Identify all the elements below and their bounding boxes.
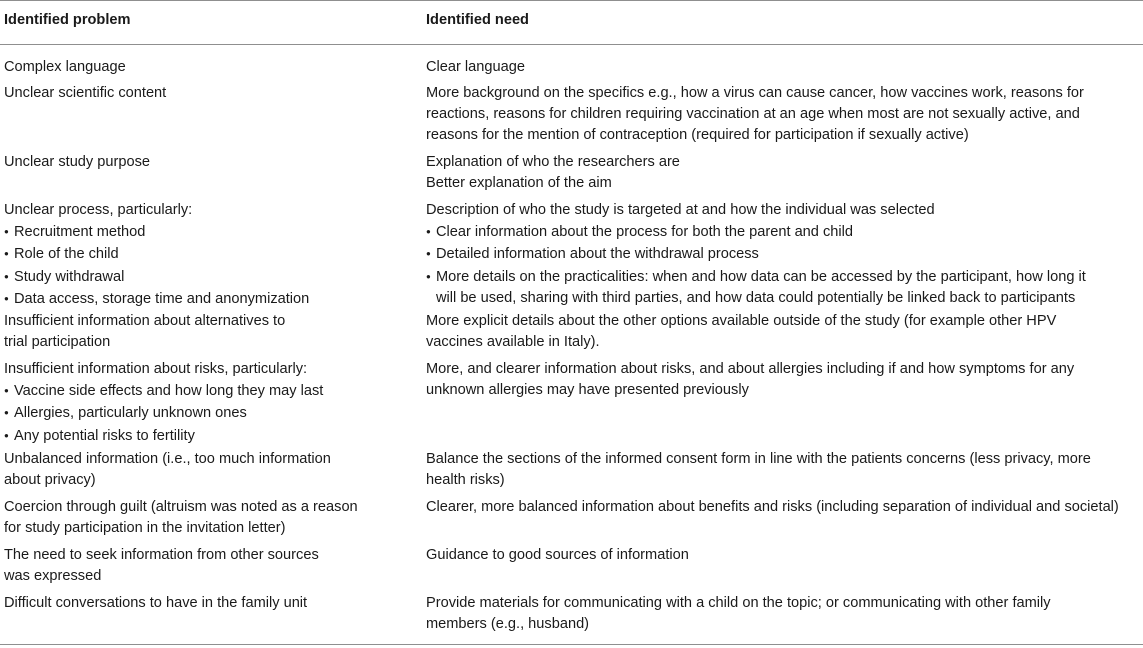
need-text: reasons for the mention of contraception (required for participation if sexually active)	[426, 127, 969, 144]
need-cell	[426, 83, 1142, 147]
need-cell	[426, 497, 1142, 518]
need-text: health risks)	[426, 472, 505, 489]
problem-text: Coercion through guilt (altruism was noted as a reason	[4, 499, 358, 515]
need-text: vaccines available in Italy).	[426, 334, 600, 351]
need-cell	[426, 200, 1142, 309]
problem-text: Unclear study purpose	[4, 154, 151, 170]
need-text: reactions, reasons for children requiring vaccination at an age when most are not sexually active, and	[426, 106, 1080, 123]
problem-text: was expressed	[4, 568, 102, 585]
need-text: Provide materials for communicating with a child on the topic; or communicating with other family	[426, 595, 1051, 611]
header-identified-need: Identified need	[426, 12, 529, 28]
need-text: Clear language	[426, 59, 525, 75]
need-cell	[426, 359, 1142, 401]
problem-bullet-item: ● Any potential risks to fertility	[4, 425, 404, 447]
problem-text: Unclear scientific content	[4, 85, 167, 101]
problem-bullet-item: ● Study withdrawal	[4, 266, 404, 288]
problem-cell	[4, 57, 404, 78]
problem-text: Insufficient information about risks, particularly:	[4, 361, 308, 377]
table-top-rule	[0, 0, 1143, 1]
need-cell	[426, 449, 1142, 491]
problem-text: The need to seek information from other sources	[4, 547, 319, 563]
need-text: Description of who the study is targeted at and how the individual was selected	[426, 202, 935, 218]
need-bullet-item: ● Clear information about the process for both the parent and child	[426, 221, 1142, 243]
problem-cell	[4, 593, 404, 614]
problem-bullet-item: ● Role of the child	[4, 243, 404, 265]
problem-text: Complex language	[4, 59, 126, 75]
problem-cell	[4, 449, 404, 491]
need-cell	[426, 311, 1142, 353]
header-identified-problem: Identified problem	[4, 12, 131, 28]
need-text: will be used, sharing with third parties, and how data could potentially be linked back to participants	[436, 289, 1076, 306]
problem-cell	[4, 545, 404, 587]
need-bullet-item: ● More details on the practicalities: when and how data can be accessed by the participant, how long it	[426, 266, 1142, 288]
problem-bullet-item: ● Allergies, particularly unknown ones	[4, 402, 404, 424]
need-cell	[426, 593, 1142, 635]
need-text: More background on the specifics e.g., how a virus can cause cancer, how vaccines work, reasons for	[426, 85, 1084, 101]
need-text: unknown allergies may have presented previously	[426, 382, 749, 399]
need-text: Guidance to good sources of information	[426, 547, 689, 563]
need-text: More explicit details about the other options available outside of the study (for example other HPV	[426, 313, 1057, 329]
problem-cell	[4, 359, 404, 447]
need-cell	[426, 152, 1142, 194]
problem-text: Unclear process, particularly:	[4, 202, 193, 218]
problem-text: Difficult conversations to have in the family unit	[4, 595, 308, 611]
need-bullet-item: ● Detailed information about the withdrawal process	[426, 243, 1142, 265]
problem-text: for study participation in the invitation letter)	[4, 520, 286, 537]
problem-cell	[4, 497, 404, 539]
problem-cell	[4, 311, 404, 353]
need-text: Clearer, more balanced information about benefits and risks (including separation of individual and societal)	[426, 499, 1119, 515]
problem-cell	[4, 152, 404, 173]
need-cell	[426, 57, 1142, 78]
problem-text: Unbalanced information (i.e., too much information	[4, 451, 331, 467]
problem-cell	[4, 83, 404, 104]
need-text: Better explanation of the aim	[426, 175, 612, 192]
problem-text: Insufficient information about alternatives to	[4, 313, 286, 329]
need-cell	[426, 545, 1142, 566]
need-text: Explanation of who the researchers are	[426, 154, 680, 170]
problem-bullet-item: ● Recruitment method	[4, 221, 404, 243]
problem-cell	[4, 200, 404, 310]
table-header-rule	[0, 44, 1143, 45]
need-text: More, and clearer information about risks, and about allergies including if and how symptoms for any	[426, 361, 1075, 377]
table-bottom-rule	[0, 644, 1143, 645]
problem-text: about privacy)	[4, 472, 96, 489]
problem-text: trial participation	[4, 334, 111, 351]
problem-bullet-item: ● Vaccine side effects and how long they may last	[4, 380, 404, 402]
need-text: Balance the sections of the informed consent form in line with the patients concerns (less privacy, more	[426, 451, 1091, 467]
problem-bullet-item: ● Data access, storage time and anonymization	[4, 288, 404, 310]
need-text: members (e.g., husband)	[426, 616, 590, 633]
